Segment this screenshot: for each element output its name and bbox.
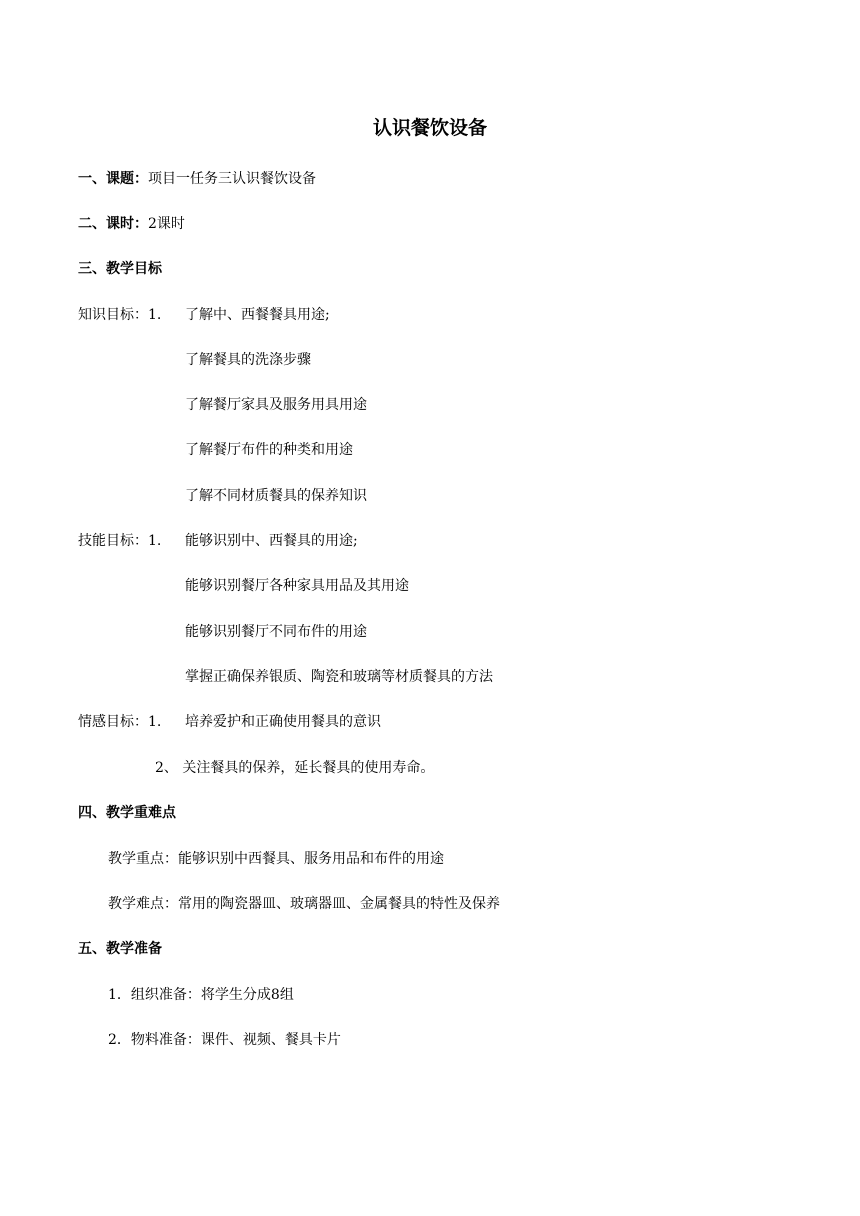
hours-text: 2课时 bbox=[148, 216, 185, 232]
emotion-item: 培养爱护和正确使用餐具的意识 bbox=[185, 714, 381, 730]
skill-item: 能够识别餐厅各种家具用品及其用途 bbox=[185, 578, 409, 594]
knowledge-objective-row bbox=[78, 306, 330, 324]
preparation-heading: 五、教学准备 bbox=[78, 941, 162, 957]
preparation-item: 2．物料准备：课件、视频、餐具卡片 bbox=[108, 1032, 341, 1048]
objectives-heading: 三、教学目标 bbox=[78, 261, 162, 277]
topic-heading: 一、课题： bbox=[78, 171, 148, 187]
knowledge-item: 了解中、西餐餐具用途; bbox=[185, 307, 330, 323]
topic-line bbox=[78, 170, 316, 188]
key-points-heading: 四、教学重难点 bbox=[78, 805, 176, 821]
emotion-item: 2、 关注餐具的保养，延长餐具的使用寿命。 bbox=[155, 760, 435, 776]
topic-text: 项目一任务三认识餐饮设备 bbox=[148, 171, 316, 187]
skill-objective-label: 技能目标：1. bbox=[78, 533, 162, 549]
skill-item: 掌握正确保养银质、陶瓷和玻璃等材质餐具的方法 bbox=[185, 669, 493, 685]
teaching-difficulty: 教学难点：常用的陶瓷器皿、玻璃器皿、金属餐具的特性及保养 bbox=[108, 896, 500, 912]
teaching-focus: 教学重点：能够识别中西餐具、服务用品和布件的用途 bbox=[108, 851, 444, 867]
knowledge-item: 了解餐厅家具及服务用具用途 bbox=[185, 397, 367, 413]
hours-heading: 二、课时： bbox=[78, 216, 148, 232]
knowledge-item: 了解餐具的洗涤步骤 bbox=[185, 352, 311, 368]
document-title: 认识餐饮设备 bbox=[372, 117, 487, 139]
skill-item: 能够识别中、西餐具的用途; bbox=[185, 533, 358, 549]
emotion-objective-label: 情感目标：1. bbox=[78, 714, 162, 730]
emotion-objective-row bbox=[78, 713, 381, 731]
knowledge-item: 了解不同材质餐具的保养知识 bbox=[185, 488, 367, 504]
skill-objective-row bbox=[78, 532, 358, 550]
preparation-item: 1．组织准备：将学生分成8组 bbox=[108, 987, 294, 1003]
knowledge-item: 了解餐厅布件的种类和用途 bbox=[185, 442, 353, 458]
hours-line bbox=[78, 215, 185, 233]
skill-item: 能够识别餐厅不同布件的用途 bbox=[185, 624, 367, 640]
knowledge-objective-label: 知识目标：1. bbox=[78, 307, 162, 323]
